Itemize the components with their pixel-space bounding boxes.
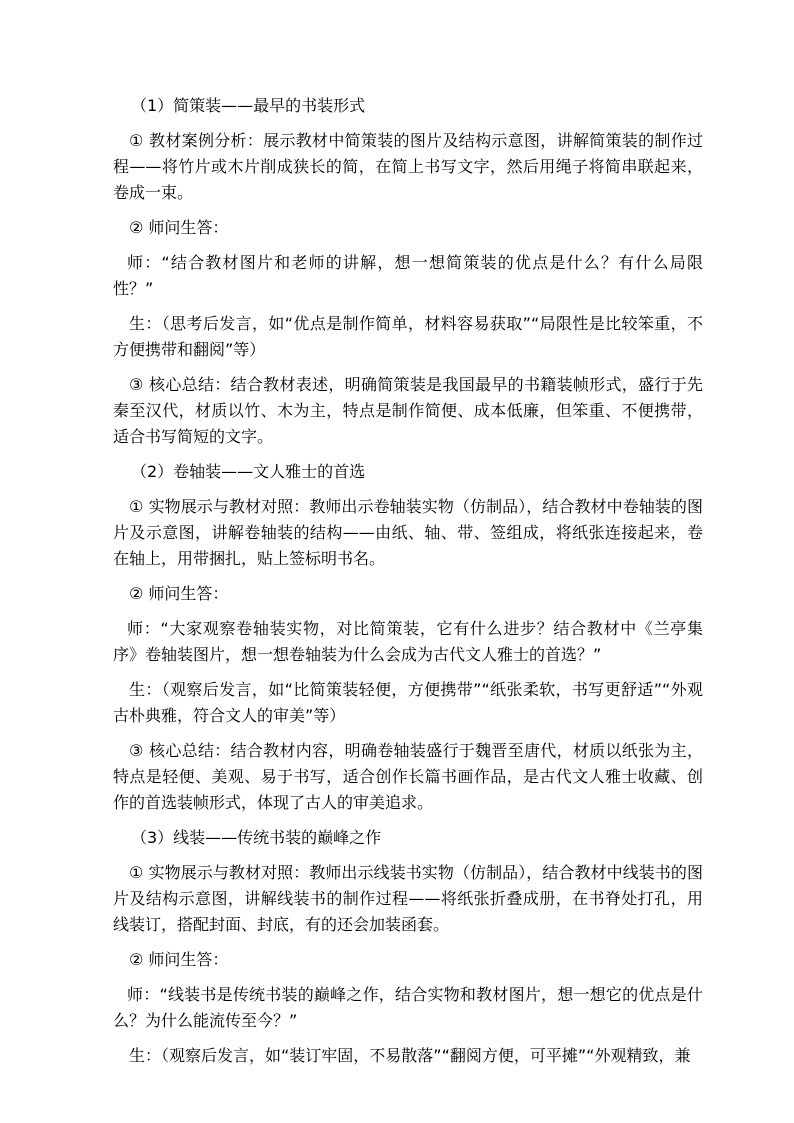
paragraph-step2: ② 师问生答： — [129, 950, 229, 969]
paragraph-step2: ② 师问生答： — [129, 584, 229, 603]
paragraph-teacher: 师：“结合教材图片和老师的讲解，想一想简策装的优点是什么？有什么局限性？” — [113, 253, 703, 298]
paragraph-step1: ① 教材案例分析：展示教材中简策装的图片及结构示意图，讲解简策装的制作过程——将竹片或木片削成狭长的简，在简上书写文字，然后用绳子将简串联起来，卷成一束。 — [113, 131, 703, 202]
section-heading: （3）线装——传统书装的巅峰之作 — [131, 828, 382, 847]
paragraph-step1: ① 实物展示与教材对照：教师出示线装书实物（仿制品），结合教材中线装书的图片及结构示意图，讲解线装书的制作过程——将纸张折叠成册，在书脊处打孔，用线装订，搭配封面、封底，有的还会加装函套。 — [113, 863, 703, 934]
paragraph-student: 生：（观察后发言，如“装订牢固，不易散落”“翻阅方便，可平摊”“外观精致，兼 — [129, 1046, 691, 1065]
paragraph-step1: ① 实物展示与教材对照：教师出示卷轴装实物（仿制品），结合教材中卷轴装的图片及示意图，讲解卷轴装的结构——由纸、轴、带、签组成，将纸张连接起来，卷在轴上，用带捆扎，贴上签标明书名。 — [113, 497, 703, 568]
section-heading: （2）卷轴装——文人雅士的首选 — [131, 462, 366, 481]
paragraph-student: 生：（观察后发言，如“比简策装轻便，方便携带”“纸张柔软，书写更舒适”“外观古朴典雅，符合文人的审美”等） — [113, 680, 703, 725]
paragraph-student: 生：（思考后发言，如“优点是制作简单，材料容易获取”“局限性是比较笨重，不方便携带和翻阅”等） — [113, 314, 703, 359]
paragraph-step2: ② 师问生答： — [129, 218, 229, 237]
paragraph-teacher: 师：“线装书是传统书装的巅峰之作，结合实物和教材图片，想一想它的优点是什么？为什么能流传至今？” — [113, 985, 703, 1030]
section-heading: （1）简策装——最早的书装形式 — [131, 96, 366, 115]
paragraph-teacher: 师：“大家观察卷轴装实物，对比简策装，它有什么进步？结合教材中《兰亭集序》卷轴装图片，想一想卷轴装为什么会成为古代文人雅士的首选？” — [113, 619, 703, 664]
paragraph-step3: ③ 核心总结：结合教材内容，明确卷轴装盛行于魏晋至唐代，材质以纸张为主，特点是轻便、美观、易于书写，适合创作长篇书画作品，是古代文人雅士收藏、创作的首选装帧形式，体现了古人的审美追求。 — [113, 741, 703, 812]
document-page — [113, 93, 703, 1078]
paragraph-step3: ③ 核心总结：结合教材表述，明确简策装是我国最早的书籍装帧形式，盛行于先秦至汉代，材质以竹、木为主，特点是制作简便、成本低廉，但笨重、不便携带，适合书写简短的文字。 — [113, 375, 703, 446]
